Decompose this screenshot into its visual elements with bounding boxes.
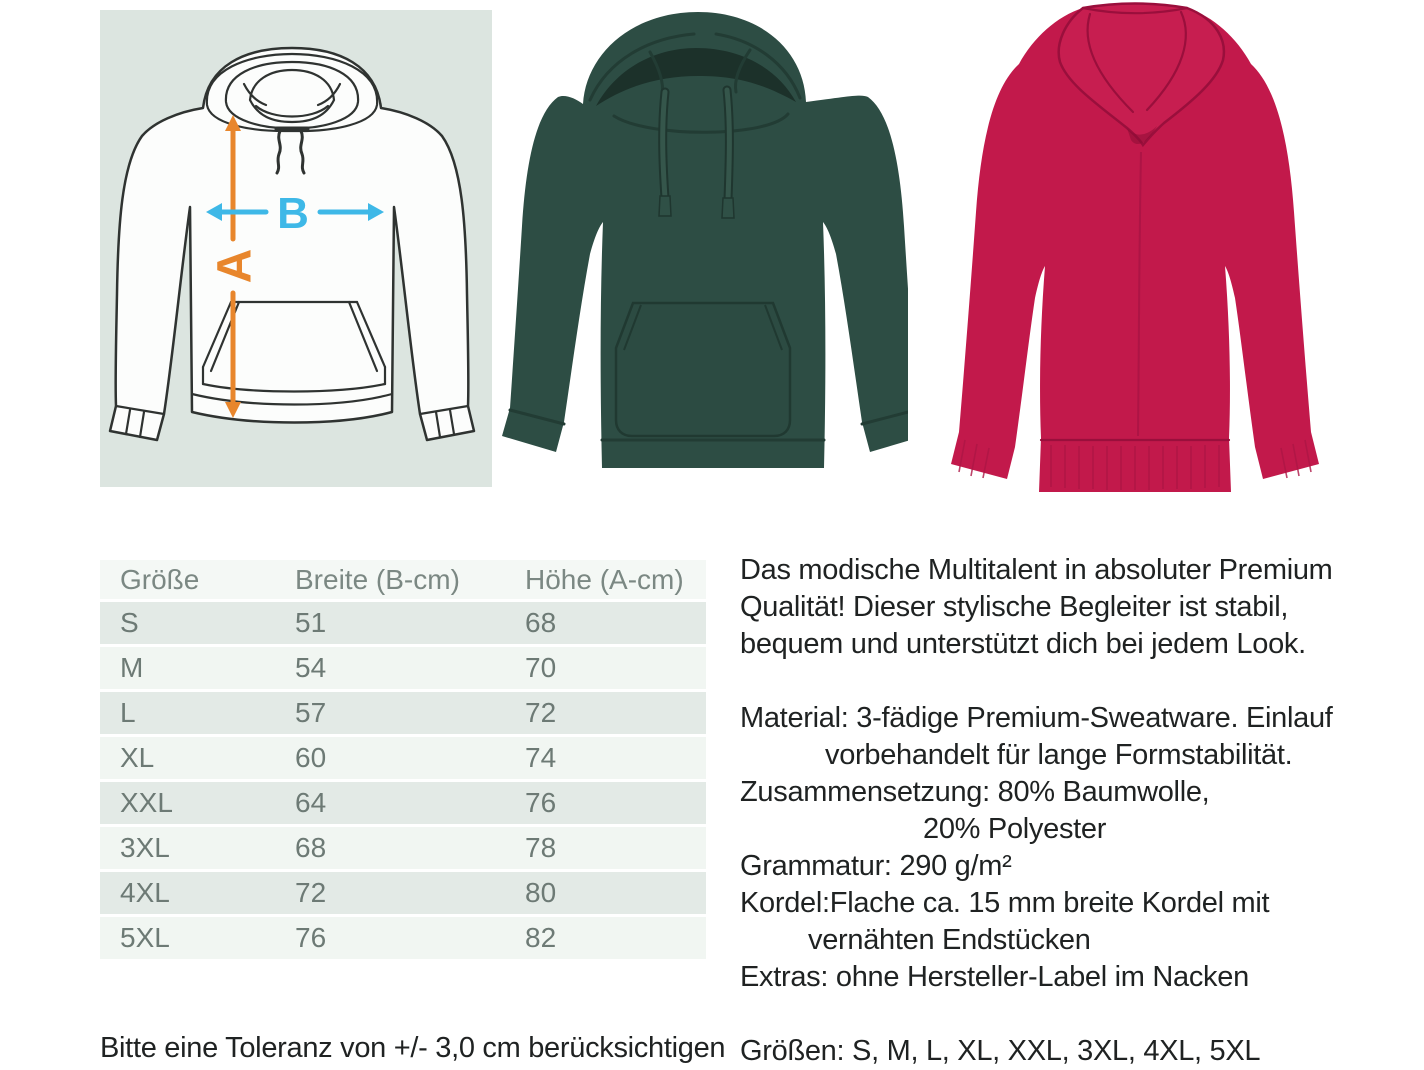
table-row bbox=[100, 736, 706, 781]
product-description bbox=[740, 552, 1424, 1070]
table-cell: 51 bbox=[275, 601, 505, 646]
table-cell: 78 bbox=[505, 826, 706, 871]
red-hoodie-image bbox=[935, 0, 1335, 500]
table-cell: 54 bbox=[275, 646, 505, 691]
table-cell: 80 bbox=[505, 871, 706, 916]
green-hoodie-pocket bbox=[616, 303, 790, 436]
table-cell: 60 bbox=[275, 736, 505, 781]
size-table bbox=[100, 560, 706, 962]
column-header-size: Größe bbox=[100, 560, 275, 601]
description-line: vorbehandelt für lange Formstabilität. bbox=[825, 739, 1293, 771]
size-diagram-panel bbox=[100, 10, 492, 487]
description-line bbox=[740, 996, 1424, 1033]
table-cell: 64 bbox=[275, 781, 505, 826]
table-cell: 68 bbox=[505, 601, 706, 646]
hoodie-outline-drawing bbox=[110, 48, 474, 440]
column-header-height: Höhe (A-cm) bbox=[505, 560, 706, 601]
green-hoodie-image bbox=[498, 0, 908, 500]
description-line: Das modische Multitalent in absoluter Premium bbox=[740, 554, 1333, 586]
table-cell: L bbox=[100, 691, 275, 736]
arrow-label-b: B bbox=[277, 188, 309, 238]
table-cell: 68 bbox=[275, 826, 505, 871]
table-row bbox=[100, 871, 706, 916]
description-line: Extras: ohne Hersteller-Label im Nacken bbox=[740, 961, 1249, 993]
table-cell: 74 bbox=[505, 736, 706, 781]
product-photo-front-green bbox=[498, 0, 908, 500]
table-cell: 72 bbox=[275, 871, 505, 916]
description-line: Grammatur: 290 g/m² bbox=[740, 850, 1012, 882]
table-cell: XL bbox=[100, 736, 275, 781]
table-row bbox=[100, 781, 706, 826]
size-table-body bbox=[100, 601, 706, 961]
table-cell: 5XL bbox=[100, 916, 275, 961]
description-line: Kordel:Flache ca. 15 mm breite Kordel mit bbox=[740, 887, 1270, 919]
product-photo-back-red bbox=[935, 0, 1335, 500]
table-cell: XXL bbox=[100, 781, 275, 826]
table-row bbox=[100, 601, 706, 646]
tolerance-note: Bitte eine Toleranz von +/- 3,0 cm berücksichtigen bbox=[100, 1032, 726, 1064]
description-line bbox=[740, 663, 1424, 700]
size-table-section bbox=[100, 560, 706, 962]
table-row bbox=[100, 916, 706, 961]
size-table-header-row bbox=[100, 560, 706, 601]
description-line: Größen: S, M, L, XL, XXL, 3XL, 4XL, 5XL bbox=[740, 1035, 1261, 1067]
column-header-width: Breite (B-cm) bbox=[275, 560, 505, 601]
table-cell: 76 bbox=[275, 916, 505, 961]
description-line: Qualität! Dieser stylische Begleiter ist stabil, bbox=[740, 591, 1289, 623]
description-line: Zusammensetzung: 80% Baumwolle, bbox=[740, 776, 1210, 808]
table-cell: 82 bbox=[505, 916, 706, 961]
table-cell: 70 bbox=[505, 646, 706, 691]
table-cell: 76 bbox=[505, 781, 706, 826]
description-line: 20% Polyester bbox=[923, 813, 1107, 845]
table-cell: S bbox=[100, 601, 275, 646]
description-line: Material: 3-fädige Premium-Sweatware. Einlauf bbox=[740, 702, 1333, 734]
arrow-label-a: A bbox=[208, 248, 262, 284]
table-row bbox=[100, 826, 706, 871]
description-line: bequem und unterstützt dich bei jedem Look. bbox=[740, 628, 1306, 660]
hoodie-measurement-diagram bbox=[100, 10, 492, 487]
description-line: vernähten Endstücken bbox=[808, 924, 1091, 956]
table-cell: 3XL bbox=[100, 826, 275, 871]
table-cell: M bbox=[100, 646, 275, 691]
table-cell: 4XL bbox=[100, 871, 275, 916]
table-row bbox=[100, 646, 706, 691]
table-cell: 57 bbox=[275, 691, 505, 736]
table-row bbox=[100, 691, 706, 736]
table-cell: 72 bbox=[505, 691, 706, 736]
